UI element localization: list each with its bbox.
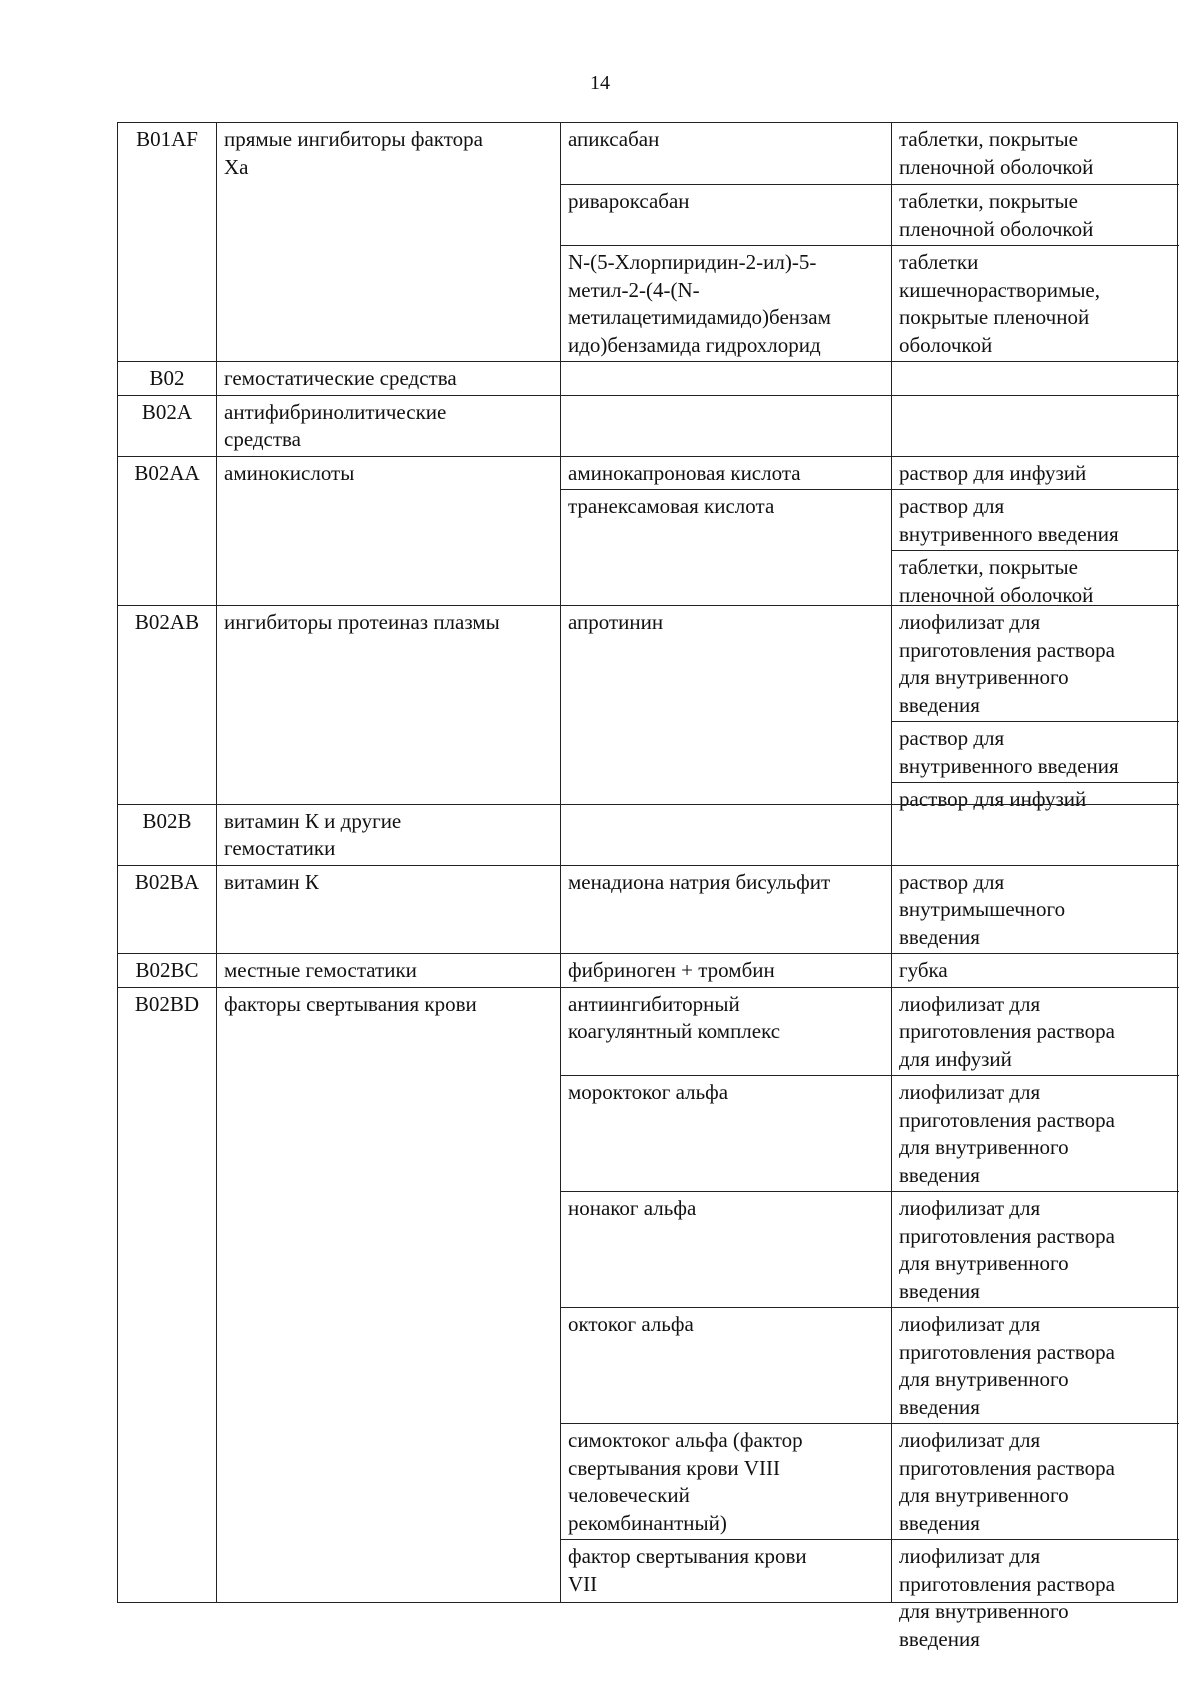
drug-name: фактор свертывания крови VII (560, 1539, 891, 1655)
drug-name: мороктоког альфа (560, 1075, 891, 1191)
drug-name: симоктоког альфа (фактор свертывания крови VIII человеческий рекомбинантный) (560, 1423, 891, 1539)
dosage-form: лиофилизат для приготовления раствора для внутривенного введения (891, 1539, 1179, 1655)
dosage-form: таблетки, покрытые пленочной оболочкой (899, 127, 1094, 179)
drug-name: апротинин (560, 605, 891, 804)
empty-cell (891, 361, 1179, 395)
dosage-form: таблетки, покрытые пленочной оболочкой (891, 550, 1179, 605)
drug-name: ривароксабан (560, 184, 891, 245)
empty-cell (560, 395, 891, 456)
dosage-form: лиофилизат для приготовления раствора для внутривенного введения (891, 605, 1179, 721)
drug-name: апиксабан (568, 127, 660, 151)
drug-name: антиингибиторный коагулянтный комплекс (560, 987, 891, 1076)
drug-name: нонаког альфа (560, 1191, 891, 1307)
atc-group-name: ингибиторы протеиназ плазмы (216, 605, 560, 804)
page-number: 14 (590, 72, 610, 94)
empty-cell (891, 395, 1179, 456)
drug-name: октоког альфа (560, 1307, 891, 1423)
dosage-form: раствор для внутримышечного введения (891, 865, 1179, 954)
atc-group-name: витамин К и другие гемостатики (216, 804, 560, 865)
atc-code: B02AB (118, 605, 216, 804)
atc-code: B02BC (118, 953, 216, 987)
atc-code: B01AF (136, 127, 198, 151)
atc-code: B02BD (118, 987, 216, 1656)
dosage-form: лиофилизат для приготовления раствора для внутривенного введения (891, 1075, 1179, 1191)
atc-group-name: местные гемостатики (216, 953, 560, 987)
dosage-form: раствор для инфузий (891, 456, 1179, 490)
dosage-form: таблетки кишечнорастворимые, покрытые пленочной оболочкой (891, 245, 1179, 361)
atc-group-name: аминокислоты (216, 456, 560, 606)
empty-cell (891, 804, 1179, 865)
drug-table (117, 122, 1178, 1651)
atc-group-name: гемостатические средства (216, 361, 560, 395)
dosage-form: губка (891, 953, 1179, 987)
dosage-form: раствор для внутривенного введения (891, 489, 1179, 550)
drug-name: фибриноген + тромбин (560, 953, 891, 987)
atc-code: B02BA (118, 865, 216, 954)
atc-code: B02 (118, 361, 216, 395)
dosage-form: раствор для внутривенного введения (891, 721, 1179, 782)
drug-name: менадиона натрия бисульфит (560, 865, 891, 954)
atc-code: B02B (118, 804, 216, 865)
empty-cell (560, 361, 891, 395)
atc-code: B02A (118, 395, 216, 456)
atc-group-name: витамин К (216, 865, 560, 954)
empty-cell (560, 804, 891, 865)
dosage-form: лиофилизат для приготовления раствора для внутривенного введения (891, 1191, 1179, 1307)
atc-group-name: факторы свертывания крови (216, 987, 560, 1656)
atc-code: B02AA (118, 456, 216, 606)
dosage-form: лиофилизат для приготовления раствора для внутривенного введения (891, 1423, 1179, 1539)
dosage-form: лиофилизат для приготовления раствора для внутривенного введения (891, 1307, 1179, 1423)
drug-name: транексамовая кислота (560, 489, 891, 605)
atc-group-name: антифибринолитические средства (216, 395, 560, 456)
dosage-form: таблетки, покрытые пленочной оболочкой (891, 184, 1179, 245)
dosage-form: раствор для инфузий (891, 782, 1179, 804)
atc-group-name: прямые ингибиторы фактора Ха (224, 127, 483, 179)
dosage-form: лиофилизат для приготовления раствора для инфузий (891, 987, 1179, 1076)
drug-name: N-(5-Хлорпиридин-2-ил)-5- метил-2-(4-(N- метилацетимидамидо)бензам идо)бензамида гидрохлорид (560, 245, 891, 361)
drug-name: аминокапроновая кислота (560, 456, 891, 490)
